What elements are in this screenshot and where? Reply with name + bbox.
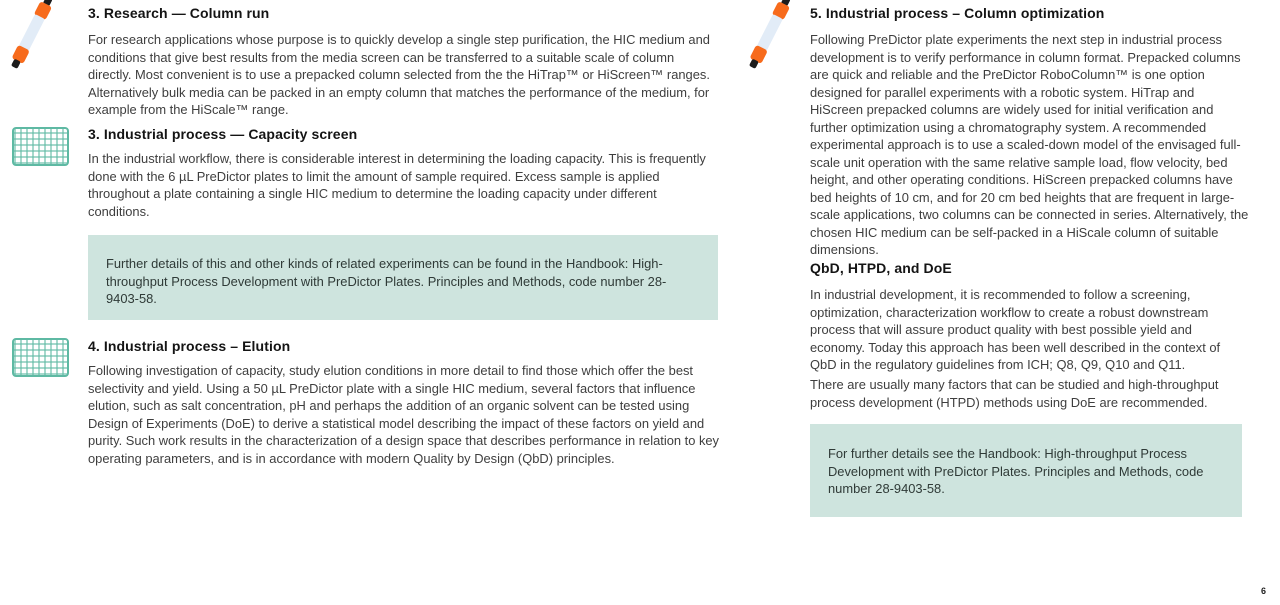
section-heading-research-column-run: 3. Research — Column run: [88, 5, 270, 21]
section-heading-qbd-htpd-doe: QbD, HTPD, and DoE: [810, 260, 952, 276]
microplate-icon: [12, 338, 69, 377]
paragraph-qbd-b: There are usually many factors that can be studied and high-throughput process development (HTPD) methods using DoE are recommended.: [810, 377, 1219, 410]
column-tube: [18, 14, 44, 51]
callout-box-handbook-left: [88, 235, 718, 320]
callout-text: Further details of this and other kinds of related experiments can be found in the Handbook: High-throughput Process Development with PreDictor Plates. Principles and Methods, code number 28-9403-58.: [106, 256, 667, 306]
column-tip: [749, 58, 759, 68]
page-number: 6: [1260, 586, 1266, 596]
callout-text: For further details see the Handbook: High-throughput Process Development with PreDictor Plates. Principles and Methods, code number 28-9403-58.: [828, 446, 1204, 496]
chromatography-column-icon: [742, 0, 794, 76]
chromatography-column-icon: [4, 0, 56, 76]
microplate-icon: [12, 127, 69, 166]
section-heading-column-optimization: 5. Industrial process – Column optimization: [810, 5, 1105, 21]
paragraph-elution: Following investigation of capacity, study elution conditions in more detail to find those which offer the best selectivity and yield. Using a 50 µL PreDictor plate with a single HIC medium, several factors that influence elution, such as salt concentration, pH and perhaps the addition of an organic solvent can be tested using Design of Experiments (DoE) to derive a statistical model describing the impact of these factors on yield and purity. Such work results in the characterization of a design space that describes performance in relation to key operating parameters, and is in accordance with modern Quality by Design (QbD) principles.: [88, 363, 720, 466]
paragraph-qbd-a: In industrial development, it is recommended to follow a screening, optimization, characterization workflow to create a robust downstream process that will assure product quality with best possible yield and economy. Today this approach has been well described in the context of QbD in the regulatory guidelines from ICH; Q8, Q9, Q10 and Q11.: [810, 287, 1221, 372]
column-tip: [11, 58, 21, 68]
paragraph-research-column-run: For research applications whose purpose is to quickly develop a single step purification, the HIC medium and conditions that give best results from the media screen can be transferred to a suitable scale of column directly. Most convenient is to use a prepacked column selected from the the HiTrap™ or HiScreen™ ranges. Alternatively bulk media can be packed in an empty column that matches the performance of the medium, for example from the HiScale™ range.: [88, 32, 710, 117]
paragraph-column-optimization: Following PreDictor plate experiments the next step in industrial process development is to verify performance in column format. Prepacked columns are quick and reliable and the PreDictor RoboColumn™ is one option designed for parallel experiments with a robotic system. HiTrap and HiScreen prepacked columns are widely used for initial verification and further optimization using a chromatography system. A recommended experimental approach is to use a scaled-down model of the envisaged full-scale unit operation with the same relative sample load, flow velocity, bed height, and other operating conditions. HiScreen prepacked columns have bed heights of 10 cm, and for 20 cm bed heights that are frequent in large-scale applications, two columns can be connected in series. Alternatively, the chosen HIC medium can be self-packed in a HiScale column of suitable dimensions.: [810, 32, 1249, 257]
column-tube: [756, 14, 782, 51]
paragraph-capacity-screen: In the industrial workflow, there is considerable interest in determining the loading capacity. This is frequently done with the 6 µL PreDictor plates to limit the amount of sample required. Excess sample is applied throughout a plate containing a single HIC medium to determine the loading capacity under different conditions.: [88, 151, 706, 219]
callout-box-handbook-right: [810, 424, 1242, 517]
section-heading-elution: 4. Industrial process – Elution: [88, 338, 291, 354]
section-heading-capacity-screen: 3. Industrial process — Capacity screen: [88, 126, 358, 142]
